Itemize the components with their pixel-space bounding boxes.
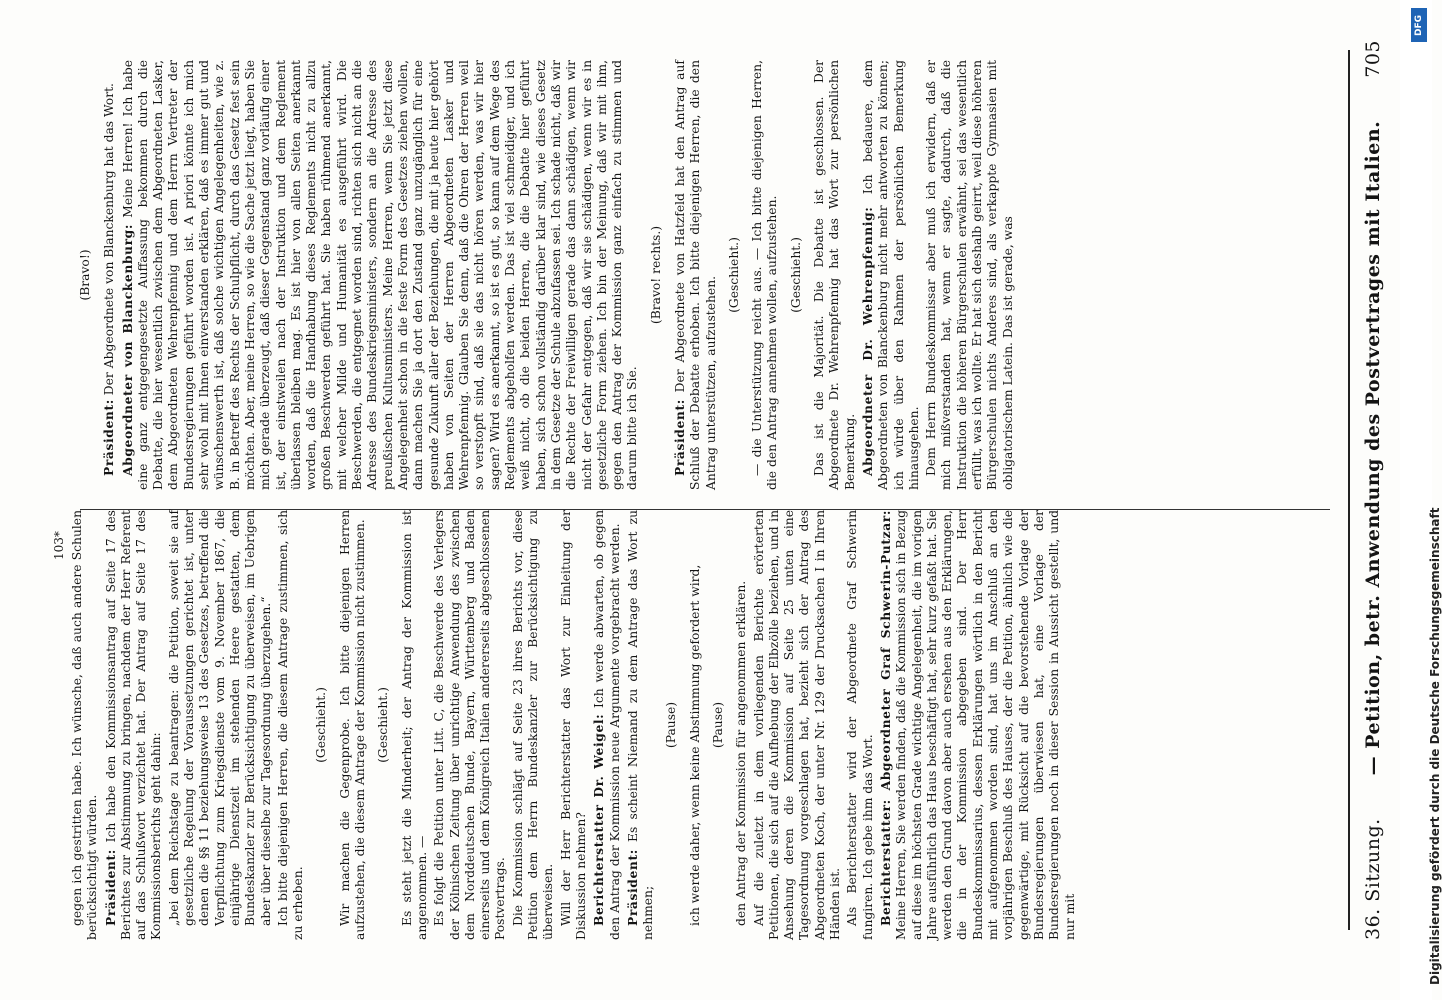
stage-direction: (Pause) [710, 701, 725, 749]
speech-text: Der Abgeordnete von Hatzfeld hat den Antrag auf Schluß der Debatte erhoben. Ich bitte diejenigen Herren, die den Antrag unterstützen, aufzustehen. [672, 60, 718, 490]
speaker-name: Präsident: [101, 399, 117, 476]
speaker-name: Berichterstatter Dr. Weigel: [591, 713, 607, 926]
dfg-logo: DFG [1411, 8, 1427, 42]
speaker-name: Präsident: [102, 849, 118, 926]
text-paragraph: Das ist die Majorität. Die Debatte ist geschlossen. Der Abgeordnete Dr. Wehrenpfennig hat das Wort zur persönlichen Bemerkung. [812, 60, 857, 490]
motion-quote: „bei dem Reichstage zu beantragen: die Petition, soweit sie auf gesetzliche Regelung der Voraussetzungen gerichtet ist, unter denen die §§ 11 beziehungsweise 13 des Gesetzes, betreffend die Verpflichtung zum Kriegsdienste vom 9. November 1867, die einjährige Dienstzeit im stehenden Heere gestatten, dem Bundeskanzler zur Berücksichtigung zu überweisen, im Uebrigen aber über dieselbe zur Tagesordnung überzugehen.“ [166, 510, 273, 926]
dfg-notice: Digitalisierung gefördert durch die Deutsche Forschungsgemeinschaft [1428, 507, 1442, 985]
text-paragraph: — die Unterstützung reicht aus. — Ich bitte diejenigen Herren, die den Antrag annehmen wollen, aufzustehen. [750, 60, 780, 490]
speech-paragraph [120, 60, 641, 490]
speech-text: Ich habe den Kommissionsantrag auf Seite 17 des Berichtes zur Abstimmung zu bringen, nachdem der Herr Referent auf das Schlußwort verzichtet hat. Der Antrag auf Seite 17 des Kommissionsberichts geht dahin: [103, 510, 164, 940]
text-paragraph: ich werde daher, wenn keine Abstimmung gefordert wird, [687, 564, 702, 926]
stage-direction: (Geschieht.) [314, 687, 329, 763]
session-label: 36. Sitzung. [1362, 818, 1384, 940]
speaker-name: Präsident: [624, 849, 640, 926]
text-paragraph: Als Berichterstatter wird der Abgeordnete Graf Schwerin fungiren. Ich gebe ihm das Wort. [845, 510, 875, 940]
header-rule [1348, 50, 1350, 930]
speaker-name: Abgeordneter Dr. Wehrenpfennig: [859, 206, 875, 476]
stage-direction: (Geschieht.) [726, 237, 741, 313]
text-paragraph: Es folgt die Petition unter Litt. C, die Beschwerde des Verlegers der Kölnischen Zeitung über unrichtige Anwendung des zwischen dem Norddeutschen Bunde, Bayern, Württemberg und Baden einerseits und dem Königreich Italien andererseits abgeschlossenen Postvertrags. [432, 510, 508, 940]
speech-text: Meine Herren, Sie werden finden, daß die Kommission sich in Bezug auf diese im höchsten Grade wichtige Angelegenheit, die im vorigen Jahre ausführlich das Haus beschäftigt hat, sehr kurz gefaßt hat. Sie werden den Grund davon aber auch ersehen aus den Erklärungen, die in der Kommission abgegeben sind. Der Herr Bundeskommissarius, dessen Erklärungen wörtlich in den Bericht mit aufgenommen worden sind, hat uns im Anschluß an den vorjährigen Beschluß des Hauses, der die Petition, ähnlich wie die gegenwärtige, mit Rücksicht auf die bevorstehende Vorlage der Bundesregierungen überwiesen hat, eine Vorlage der Bundesregierungen noch in dieser Session in Aussicht gestellt, und nur mit [894, 510, 1077, 940]
text-paragraph: Es steht jetzt die Minderheit; der Antrag der Kommission ist angenommen. — [399, 510, 429, 940]
speech-paragraph [101, 60, 117, 490]
speaker-name: Berichterstatter: Abgeordneter Graf Schwerin-Putzar: [877, 510, 893, 926]
speech-paragraph [625, 510, 657, 940]
speech-text: Meine Herren! Ich habe eine ganz entgegengesetzte Auffassung bekommen durch die Debatte, die hier wesentlich zwischen dem Abgeordneten Lasker, dem Abgeordneten Wehrenpfennig und dem Herrn Vertreter der Bundesregierungen geführt worden ist. A priori könnte ich mich sehr wohl mit Ihnen einverstanden erklären, daß es immer gut und wünschenswerth ist, daß solche wichtigen Angelegenheiten, wie z. B. in Betreff des Rechts der Schulpflicht, durch das Gesetz fest sein möchten. Aber, meine Herren, so wie die Sache jetzt liegt, haben Sie mich gerade überzeugt, daß dieser Gegenstand ganz vorläufig einer ist, der einstweilen nach der Instruktion und dem Reglement überlassen bleiben mag. Es ist hier von allen Seiten anerkannt worden, daß die Handhabung dieses Reglements nicht zu allzu großen Beschwerden geführt hat. Sie haben rühmend anerkannt, mit welcher Milde und Humanität es ausgeführt wird. Die Beschwerden, die entgegnet worden sind, richten sich nicht an die Adresse des Bundeskriegsministers, sondern an die Adresse des preußischen Kultusministers. Meine Herren, wenn Sie jetzt diese Angelegenheit schon in die feste Form des Gesetzes ziehen wollen, dann machen Sie ja dort den Zustand ganz unzugänglich für eine gesunde Zukunft aller der Beziehungen, die mit ja heute hier gehört haben von Seiten der Herren Abgeordneten Lasker und Wehrenpfennig. Glauben Sie denn, daß die Ohren der Herren weil so verstopft sind, daß sie das nicht hören werden, was wir hier sagen? Wird es anerkannt, so ist es gut, so kann auf dem Wege des Reglements abgeholfen werden. Das ist viel schmeidiger, und ich weiß nicht, ob die beiden Herren, die die Debatte hier geführt haben, sich schon vollständig darüber klar sind, wie dieses Gesetz in dem Gesetze der Schule abzufassen sei. Ich schade nicht, daß wir die Rechte der Freiwilligen gerade das dann schädigen, wenn wir nicht der Gefahr entgegen, daß wir sie schädigen, wenn wir es in gesetzliche Form ziehen. Ich bin der Meinung, daß wir mit ihm, gegen den Antrag der Kommission ganz einfach zu stimmen und darum bitte ich Sie. [120, 60, 640, 490]
text-paragraph: Auf die zuletzt in dem vorliegenden Berichte erörterten Petitionen, die sich auf die Aufhebung der Elbzölle beziehen, und in Ansehung deren die Kommission auf Seite 25 unten eine Tagesordnung vorgeschlagen hat, bezieht sich der Antrag des Abgeordneten Koch, der unter Nr. 129 der Drucksachen I in Ihren Händen ist. [751, 510, 843, 940]
left-column [70, 60, 1340, 490]
stage-direction: (Geschieht.) [376, 687, 391, 763]
stage-direction: (Bravo!) [78, 249, 92, 301]
stage-direction: (Pause) [664, 701, 679, 749]
speech-paragraph [672, 60, 719, 490]
text-paragraph: Die Kommission schlägt auf Seite 23 ihres Berichts vor, diese Petition dem Herrn Bundeskanzler zur Berücksichtigung zu überweisen. [510, 510, 556, 940]
speech-paragraph [878, 510, 1078, 940]
right-column [70, 510, 1340, 940]
speaker-name: Abgeordneter von Blanckenburg: [119, 223, 135, 476]
page-title: — Petition, betr. Anwendung des Postvertrages mit Italien. [1362, 120, 1384, 776]
signature-mark: 103* [52, 531, 66, 560]
text-paragraph: Wir machen die Gegenprobe. Ich bitte diejenigen Herren aufzustehen, die diesem Antrage der Kommission nicht zustimmen. [337, 510, 368, 940]
text-paragraph: den Antrag der Kommission für angenommen erklären. [734, 580, 749, 926]
speech-text: Ich werde abwarten, ob gegen den Antrag der Kommission neue Argumente vorgebracht werden. [592, 510, 622, 940]
page-header [1355, 40, 1391, 940]
speech-text: Der Abgeordnete von Blanckenburg hat das Wort. [102, 83, 117, 396]
text-paragraph: Ich bitte diejenigen Herren, die diesem Antrage zustimmen, sich zu erheben. [275, 510, 306, 940]
speech-paragraph [103, 510, 165, 940]
speech-paragraph [860, 60, 922, 490]
stage-direction: (Geschieht.) [788, 237, 803, 313]
speech-paragraph [591, 510, 623, 940]
text-paragraph: Will der Herr Berichterstatter das Wort zur Einleitung der Diskussion nehmen? [558, 510, 588, 940]
page-number: 705 [1362, 40, 1384, 78]
speaker-name: Präsident: [671, 399, 687, 476]
stage-direction: (Bravo! rechts.) [648, 225, 663, 325]
speech-text: Ich bedauere, dem Abgeordneten von Blanckenburg nicht mehr antworten zu können; ich würde über den Rahmen der persönlichen Bemerkung hinausgehen. [860, 60, 921, 490]
text-paragraph: gegen ich gestritten habe. Ich wünsche, daß auch andere Schulen berücksichtigt würden. [70, 510, 100, 940]
text-paragraph: Dem Herrn Bundeskommissar aber muß ich erwidern, daß er mich mißverstanden hat, wenn er sagte, dadurch, daß die Instruktion die höheren Bürgerschulen erwähnt, sei das wesentlich erfüllt, was ich wollte. Er hat sich deshalb geirrt, weil diese höheren Bürgerschulen nichts Anderes sind, als verkappte Gymnasien mit obligatorischem Latein. Das ist gerade, was [924, 60, 1015, 490]
speech-text: Es scheint Niemand zu dem Antrage das Wort zu nehmen; [625, 510, 656, 940]
